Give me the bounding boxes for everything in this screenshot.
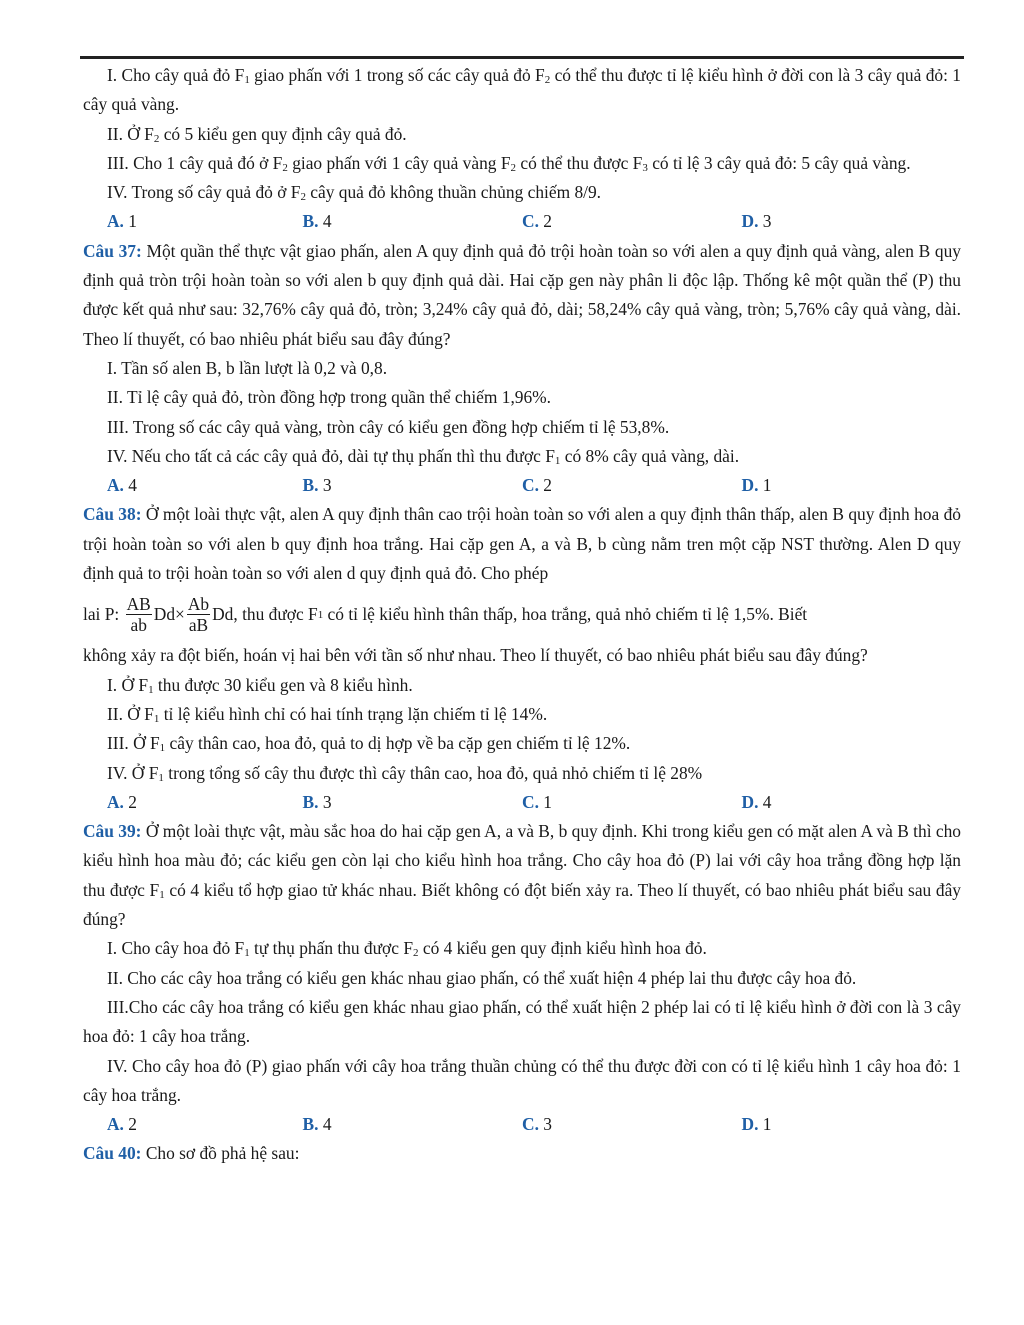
- question-stem: Câu 38: Ở một loài thực vật, alen A quy định thân cao trội hoàn toàn so với alen a quy định thân thấp, alen B quy định hoa đỏ trội hoàn toàn so với alen b quy định hoa trắng. Hai cặp gen A, a và B, b cùng nằm tren một cặp NST thường. Alen D quy định quả to trội hoàn toàn so với alen d quy định quả đỏ. Cho phép: [83, 504, 961, 584]
- question-stem: Câu 40: Cho sơ đồ phả hệ sau:: [83, 1143, 300, 1164]
- option-b: B. 3: [302, 791, 332, 812]
- statement-iii: III. Ở $F_1$ cây thân cao, hoa đỏ, quả to dị hợp về ba cặp gen chiếm tỉ lệ 12%.: [107, 733, 631, 755]
- option-a: A. 1: [107, 211, 137, 232]
- answer-options: [83, 788, 961, 817]
- statement-iii: III. Trong số các cây quả vàng, tròn cây có kiểu gen đồng hợp chiếm tỉ lệ 53,8%.: [107, 416, 670, 437]
- statement-i: I. Tần số alen B, b lần lượt là 0,2 và 0,8.: [107, 357, 388, 378]
- statement-iv: IV. Cho cây hoa đỏ (P) giao phấn với cây hoa trắng thuần chủng có thể thu được đời con có tỉ lệ kiểu hình 1 cây hoa đỏ: 1 cây hoa trắng.: [83, 1055, 961, 1105]
- question-38: [83, 500, 961, 817]
- question-label: Câu 37:: [83, 240, 142, 261]
- answer-options: [83, 471, 961, 500]
- statement-iii: III. Cho 1 cây quả đó ở $F_2$ giao phấn với 1 cây quả vàng $F_2$ có thể thu được $F_3$ có tỉ lệ 3 cây quả đỏ: 5 cây quả vàng.: [107, 152, 911, 174]
- question-39: [83, 817, 961, 1139]
- genotype-fraction-2: $\frac{Ab}{aB}$: [187, 594, 210, 636]
- statement-iii: III.Cho các cây hoa trắng có kiểu gen khác nhau giao phấn, có thể xuất hiện 2 phép lai có tỉ lệ kiểu hình ở đời con là 3 cây hoa đỏ: 1 cây hoa trắng.: [83, 996, 961, 1047]
- option-d: D. 3: [741, 211, 772, 232]
- option-d: D. 1: [741, 475, 772, 496]
- question-40: [83, 1139, 961, 1168]
- statement-ii: II. Cho các cây hoa trắng có kiểu gen khác nhau giao phấn, có thể xuất hiện 4 phép lai thu được cây hoa đỏ.: [107, 967, 857, 988]
- statement-i: I. Cho cây quả đỏ $F_1$ giao phấn với 1 trong số các cây quả đỏ $F_2$ có thể thu được tỉ lệ kiểu hình ở đời con là 3 cây quả đỏ: 1 cây quả vàng.: [83, 65, 961, 115]
- option-b: B. 3: [302, 475, 332, 496]
- option-d: D. 4: [741, 791, 772, 812]
- option-c: C. 2: [522, 211, 552, 232]
- question-stem-continued: không xảy ra đột biến, hoán vị hai bên với tần số như nhau. Theo lí thuyết, có bao nhiêu phát biểu sau đây đúng?: [83, 645, 868, 666]
- question-stem: Câu 39: Ở một loài thực vật, màu sắc hoa do hai cặp gen A, a và B, b quy định. Khi trong kiểu gen có mặt alen A và B thì cho kiểu hình hoa màu đỏ; các kiểu gen còn lại cho kiểu hình hoa trắng. Cho cây hoa đỏ (P) lai với cây hoa trắng đồng hợp lặn thu được $F_1$ có 4 kiểu tổ hợp giao tử khác nhau. Biết không có đột biến xảy ra. Theo lí thuyết, có bao nhiêu phát biểu sau đây đúng?: [83, 821, 961, 930]
- statement-i: I. Ở $F_1$ thu được 30 kiểu gen và 8 kiểu hình.: [107, 674, 413, 696]
- statement-ii: II. Ở $F_1$ tỉ lệ kiểu hình chỉ có hai tính trạng lặn chiếm tỉ lệ 14%.: [107, 703, 548, 725]
- statement-ii: II. Tỉ lệ cây quả đỏ, tròn đồng hợp trong quần thể chiếm 1,96%.: [107, 387, 552, 408]
- question-label: Câu 38:: [83, 504, 142, 525]
- cross-formula-line: lai P: $\frac{AB}{ab}$ Dd × $\frac{Ab}{aB}$ Dd , thu được F 1 có tỉ lệ kiểu hình thân thấp, hoa trắng, quả nhỏ chiếm tỉ lệ 1,5%. Biết: [83, 594, 808, 636]
- question-stem: Câu 37: Một quần thể thực vật giao phấn, alen A quy định quả đỏ trội hoàn toàn so với alen a quy định quả vàng, alen B quy định quả tròn trội hoàn toàn so với alen b quy định quả dài. Hai cặp gen này phân li độc lập. Thống kê một quần thể (P) thu được kết quả như sau: 32,76% cây quả đỏ, tròn; 3,24% cây quả đỏ, dài; 58,24% cây quả vàng, tròn; 5,76% cây quả vàng, dài. Theo lí thuyết, có bao nhiêu phát biểu sau đây đúng?: [83, 240, 961, 349]
- header-rule: [80, 56, 964, 59]
- question-label: Câu 39:: [83, 821, 142, 842]
- question-36-continuation: [83, 61, 961, 237]
- option-a: A. 2: [107, 1114, 137, 1135]
- option-a: A. 2: [107, 791, 137, 812]
- option-b: B. 4: [302, 1114, 332, 1135]
- statement-iv: IV. Ở $F_1$ trong tổng số cây thu được thì cây thân cao, hoa đỏ, quả nhỏ chiếm tỉ lệ 28%: [107, 762, 703, 784]
- genotype-fraction-1: $\frac{AB}{ab}$: [126, 594, 151, 636]
- statement-i: I. Cho cây hoa đỏ $F_1$ tự thụ phấn thu được $F_2$ có 4 kiểu gen quy định kiểu hình hoa đỏ.: [107, 938, 707, 960]
- question-label: Câu 40:: [83, 1143, 142, 1164]
- answer-options: [83, 1110, 961, 1139]
- option-c: C. 2: [522, 475, 552, 496]
- document-body: [83, 61, 961, 1169]
- question-37: [83, 237, 961, 501]
- statement-ii: II. Ở $F_2$ có 5 kiểu gen quy định cây quả đỏ.: [107, 123, 407, 145]
- option-c: C. 3: [522, 1114, 552, 1135]
- option-c: C. 1: [522, 791, 552, 812]
- option-b: B. 4: [302, 211, 332, 232]
- option-a: A. 4: [107, 475, 137, 496]
- statement-iv: IV. Trong số cây quả đỏ ở $F_2$ cây quả đỏ không thuần chủng chiếm 8/9.: [107, 182, 602, 204]
- option-d: D. 1: [741, 1114, 772, 1135]
- answer-options: [83, 207, 961, 236]
- statement-iv: IV. Nếu cho tất cả các cây quả đỏ, dài tự thụ phấn thì thu được $F_1$ có 8% cây quả vàng, dài.: [107, 445, 740, 467]
